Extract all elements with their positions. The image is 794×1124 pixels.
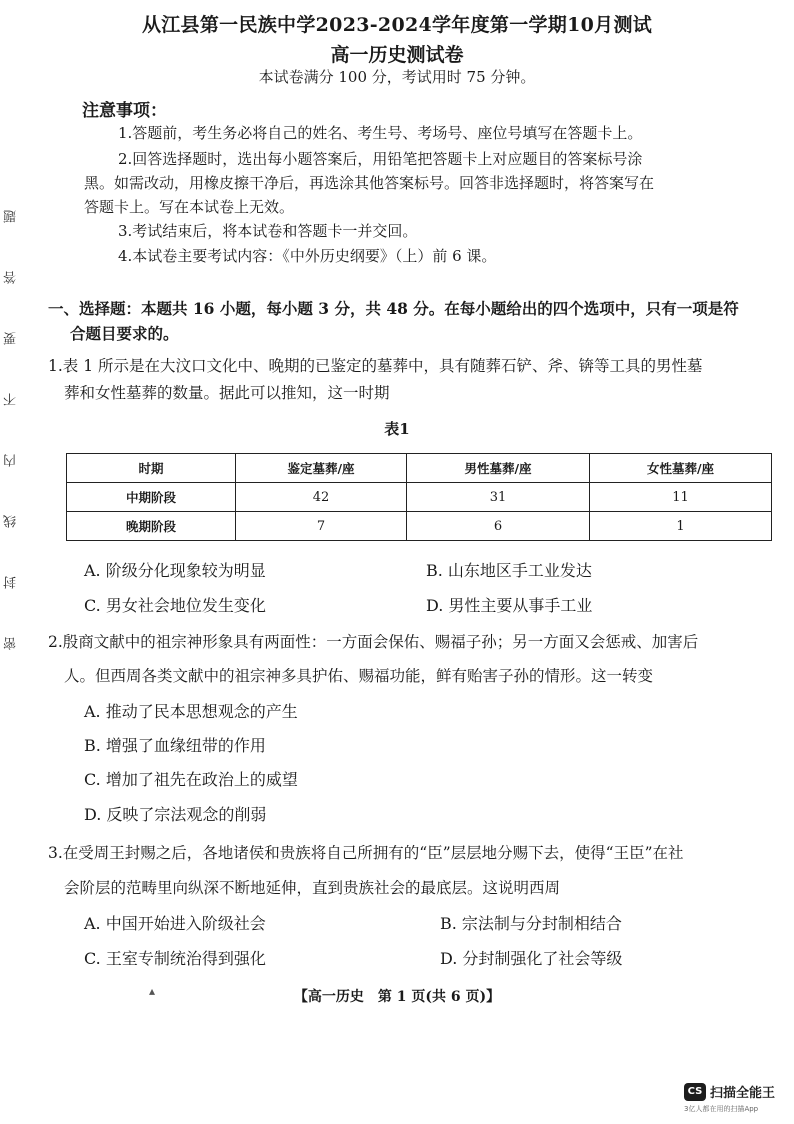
note-1: 1.答题前，考生务必将自己的姓名、考生号、考场号、座位号填写在答题卡上。 <box>118 124 643 142</box>
q1-option-d: D. 男性主要从事手工业 <box>426 596 593 615</box>
q1-stem-line2: 葬和女性墓葬的数量。据此可以推知，这一时期 <box>64 384 390 402</box>
scanner-app-name: 扫描全能王 <box>710 1086 776 1101</box>
cs-logo-icon: CS <box>684 1083 706 1101</box>
table-row <box>67 483 772 512</box>
note-4: 4.本试卷主要考试内容：《中外历史纲要》（上）前 6 课。 <box>118 247 497 265</box>
q3-stem-line1: 3.在受周王封赐之后，各地诸侯和贵族将自己所拥有的“臣”层层地分赐下去，使得“王臣”在社 <box>48 844 684 862</box>
margin-char: 答 <box>3 271 19 284</box>
table-header-cell: 女性墓葬/座 <box>590 454 772 483</box>
note-2-line1: 2.回答选择题时，选出每小题答案后，用铅笔把答题卡上对应题目的答案标号涂 <box>118 150 643 168</box>
q2-stem-line1: 2.殷商文献中的祖宗神形象具有两面性：一方面会保佑、赐福子孙；另一方面又会惩戒、加害后 <box>48 633 699 651</box>
table-cell: 42 <box>236 483 407 512</box>
q3-option-b: B. 宗法制与分封制相结合 <box>440 914 622 933</box>
q2-option-a: A. 推动了民本思想观念的产生 <box>84 702 298 721</box>
table-cell: 中期阶段 <box>67 483 236 512</box>
note-2-line3: 答题卡上。写在本试卷上无效。 <box>84 198 295 216</box>
exam-subtitle: 高一历史测试卷 <box>330 44 464 66</box>
margin-char: 要 <box>3 332 19 345</box>
q3-option-a: A. 中国开始进入阶级社会 <box>84 914 266 933</box>
table-header-cell: 鉴定墓葬/座 <box>236 454 407 483</box>
table-header-cell: 男性墓葬/座 <box>407 454 590 483</box>
scan-speck: ▴ <box>149 984 156 998</box>
margin-char: 线 <box>3 515 19 528</box>
q3-option-d: D. 分封制强化了社会等级 <box>440 949 623 968</box>
q2-option-b: B. 增强了血缘纽带的作用 <box>84 736 266 755</box>
q1-table <box>66 453 772 541</box>
table-cell: 晚期阶段 <box>67 512 236 541</box>
q1-option-a: A. 阶级分化现象较为明显 <box>84 561 266 580</box>
note-3: 3.考试结束后，将本试卷和答题卡一并交回。 <box>118 222 418 240</box>
q2-option-d: D. 反映了宗法观念的削弱 <box>84 805 267 824</box>
note-2-line2: 黑。如需改动，用橡皮擦干净后，再选涂其他答案标号。回答非选择题时，将答案写在 <box>84 174 655 192</box>
q1-option-b: B. 山东地区手工业发达 <box>426 561 592 580</box>
margin-char: 密 <box>3 637 19 650</box>
table-header-row <box>67 454 772 483</box>
notes-title: 注意事项： <box>82 101 167 121</box>
q1-stem-line1: 1.表 1 所示是在大汶口文化中、晚期的已鉴定的墓葬中，具有随葬石铲、斧、锛等工具的男性墓 <box>48 357 703 375</box>
table-header-cell: 时期 <box>67 454 236 483</box>
table-cell: 7 <box>236 512 407 541</box>
q1-option-c: C. 男女社会地位发生变化 <box>84 596 266 615</box>
exam-info: 本试卷满分 100 分，考试用时 75 分钟。 <box>258 68 536 86</box>
table-row <box>67 512 772 541</box>
q2-option-c: C. 增加了祖先在政治上的威望 <box>84 770 298 789</box>
table-cell: 31 <box>407 483 590 512</box>
scanner-tagline: 3亿人都在用的扫描App <box>684 1105 759 1113</box>
table-caption: 表1 <box>384 420 410 438</box>
table-cell: 1 <box>590 512 772 541</box>
table-cell: 11 <box>590 483 772 512</box>
q2-stem-line2: 人。但西周各类文献中的祖宗神多具护佑、赐福功能，鲜有贻害子孙的情形。这一转变 <box>64 667 654 685</box>
section-heading-line1: 一、选择题：本题共 16 小题，每小题 3 分，共 48 分。在每小题给出的四个选项中，只有一项是符 <box>48 299 739 318</box>
exam-title: 从江县第一民族中学2023-2024学年度第一学期10月测试 <box>141 14 653 36</box>
table-cell: 6 <box>407 512 590 541</box>
q3-stem-line2: 会阶层的范畴里向纵深不断地延伸，直到贵族社会的最底层。这说明西周 <box>64 879 561 897</box>
scanner-logo <box>684 1082 775 1101</box>
margin-char: 不 <box>3 393 19 406</box>
margin-char: 题 <box>3 210 19 223</box>
section-heading-line2: 合题目要求的。 <box>70 324 179 343</box>
q3-option-c: C. 王室专制统治得到强化 <box>84 949 266 968</box>
margin-char: 封 <box>3 576 19 589</box>
margin-char: 内 <box>3 454 19 467</box>
page-footer: 【高一历史 第 1 页(共 6 页)】 <box>293 989 501 1005</box>
